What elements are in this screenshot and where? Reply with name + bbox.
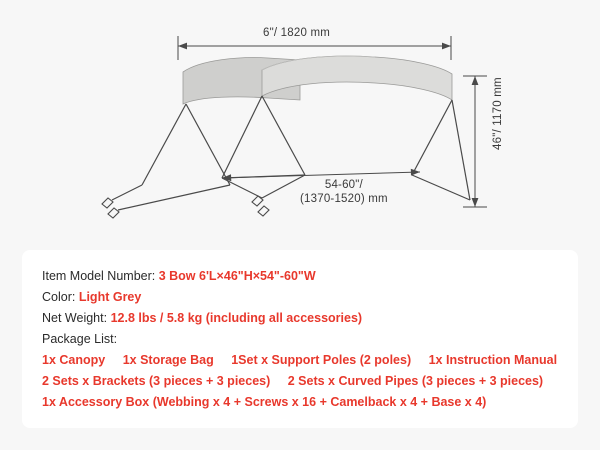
product-info-card: [22, 250, 578, 428]
package-item: 2 Sets x Curved Pipes (3 pieces + 3 pieces): [287, 374, 544, 388]
package-list-row: [42, 371, 558, 392]
package-item: 1x Storage Bag: [122, 353, 214, 367]
mounting-feet: [102, 196, 269, 218]
model-number-row: [42, 266, 558, 287]
package-list-row: [42, 350, 558, 371]
model-number-label: Item Model Number:: [42, 269, 156, 283]
net-weight-value: 12.8 lbs / 5.8 kg (including all accessories): [110, 311, 363, 325]
model-number-value: 3 Bow 6'L×46"H×54"-60"W: [158, 269, 316, 283]
package-item: 1x Accessory Box (Webbing x 4 + Screws x 16 + Camelback x 4 + Base x 4): [42, 395, 487, 409]
package-list-row: [42, 392, 558, 413]
depth-dimension-label: [300, 178, 388, 206]
net-weight-row: [42, 308, 558, 329]
depth-dimension-line1: 54-60"/: [324, 179, 363, 191]
height-dimension-line: [463, 76, 487, 207]
package-list-label: Package List:: [42, 332, 118, 346]
width-dimension-line: [178, 36, 451, 60]
package-item: 1x Instruction Manual: [428, 353, 558, 367]
package-item: 1x Canopy: [42, 353, 106, 367]
color-label: Color:: [42, 290, 76, 304]
frame-legs: [112, 96, 470, 210]
color-row: [42, 287, 558, 308]
package-item: 2 Sets x Brackets (3 pieces + 3 pieces): [42, 374, 271, 388]
depth-dimension-line2: (1370-1520) mm: [300, 193, 388, 205]
width-dimension-label: 6"/ 1820 mm: [263, 27, 331, 39]
net-weight-label: Net Weight:: [42, 311, 108, 325]
color-value: Light Grey: [78, 290, 142, 304]
package-item: 1Set x Support Poles (2 poles): [231, 353, 412, 367]
height-dimension-label: 46"/ 1170 mm: [492, 77, 504, 150]
